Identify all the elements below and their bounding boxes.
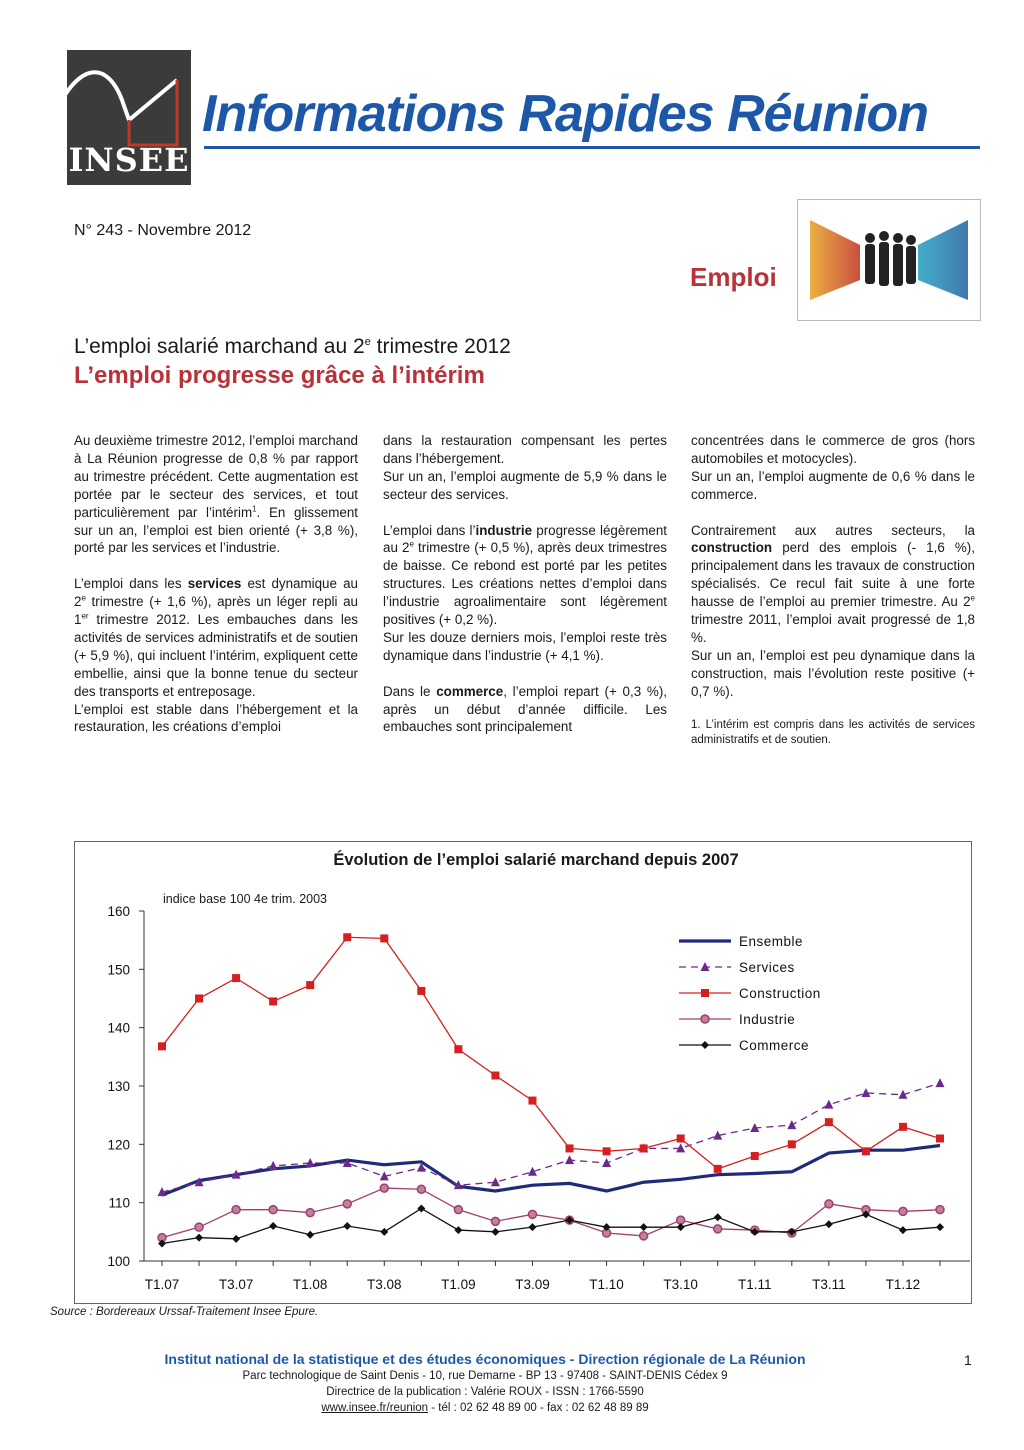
footer-institute: Institut national de la statistique et des études économiques - Direction régionale de La Réunion [164, 1351, 806, 1367]
article-kicker: L’emploi salarié marchand au 2e trimestre 2012 [74, 335, 511, 358]
paragraph: concentrées dans le commerce de gros (hors automobiles et motocycles). [691, 433, 975, 466]
data-point-construction [343, 933, 351, 941]
data-point-services [306, 1158, 315, 1167]
data-point-commerce [454, 1226, 462, 1234]
data-point-commerce [491, 1228, 499, 1236]
data-point-construction [640, 1144, 648, 1152]
data-point-industrie [899, 1207, 907, 1215]
chart-source: Source : Bordereaux Urssaf-Traitement Insee Epure. [50, 1306, 319, 1318]
series-line-commerce [162, 1209, 940, 1244]
paragraph: Sur les douze derniers mois, l’emploi reste très dynamique dans l’industrie (+ 4,1 %). [383, 629, 667, 663]
legend-label: Ensemble [739, 934, 804, 949]
page-number: 1 [964, 1352, 972, 1368]
x-tick-label: T1.08 [292, 1277, 328, 1292]
text-column-1 [74, 432, 358, 736]
y-tick-label: 120 [107, 1137, 130, 1153]
data-point-industrie [232, 1206, 240, 1214]
data-point-commerce [528, 1223, 536, 1231]
data-point-industrie [825, 1200, 833, 1208]
data-point-construction [862, 1147, 870, 1155]
data-point-construction [566, 1144, 574, 1152]
issue-number: N° 243 - Novembre 2012 [74, 222, 252, 239]
data-point-commerce [232, 1235, 240, 1243]
data-point-industrie [528, 1210, 536, 1218]
x-tick-label: T1.11 [737, 1277, 772, 1292]
logo-text: INSEE [68, 141, 190, 179]
paragraph: L’emploi dans les services est dynamique au 2e trimestre (+ 1,6 %), après un léger repli au 1er trimestre 2012. Les embauches dans les activités de services administratifs et de soutien (+ 5,9 %), qui incluent l’intérim, expliquent cette embellie, ainsi que la bonne tenue du secteur des transports et entreposage. [74, 576, 358, 699]
data-point-construction [158, 1042, 166, 1050]
x-tick-label: T3.09 [515, 1277, 550, 1292]
data-point-industrie [714, 1225, 722, 1233]
data-point-industrie [380, 1184, 388, 1192]
data-point-construction [454, 1045, 462, 1053]
series-line-ensemble [162, 1146, 940, 1196]
data-point-commerce [380, 1228, 388, 1236]
data-point-construction [380, 934, 388, 942]
x-tick-label: T3.08 [367, 1277, 402, 1292]
data-point-construction [751, 1152, 759, 1160]
insee-logo [67, 50, 191, 185]
y-tick-label: 140 [107, 1020, 130, 1036]
data-point-services [565, 1155, 574, 1164]
footer-publisher: Directrice de la publication : Valérie ROUX - ISSN : 1766-5590 [326, 1386, 644, 1398]
data-point-industrie [195, 1223, 203, 1231]
data-point-construction [714, 1165, 722, 1173]
people-silhouettes-icon [798, 200, 980, 320]
data-point-industrie [306, 1209, 314, 1217]
chart-y-label: indice base 100 4e trim. 2003 [163, 892, 327, 906]
data-point-commerce [306, 1231, 314, 1239]
data-point-services [787, 1120, 796, 1129]
data-point-construction [677, 1135, 685, 1143]
data-point-construction [269, 997, 277, 1005]
paragraph: dans la restauration compensant les pertes dans l’hébergement. [383, 433, 667, 466]
series-line-construction [162, 937, 940, 1169]
text-column-2 [383, 432, 667, 736]
y-tick-label: 130 [107, 1079, 130, 1094]
data-point-construction [825, 1118, 833, 1126]
paragraph: L’emploi dans l’industrie progresse légèrement au 2e trimestre (+ 0,5 %), après deux trimestres de baisse. Ce rebond est porté par les petites structures. Les créations nettes d’emploi dans l’industrie agroalimentaire sont légèrement positives (+ 0,2 %). [383, 522, 667, 628]
data-point-commerce [417, 1205, 425, 1213]
data-point-services [936, 1078, 945, 1087]
data-point-industrie [269, 1206, 277, 1214]
paragraph: Au deuxième trimestre 2012, l’emploi marchand à La Réunion progresse de 0,8 % par rapport au trimestre précédent. Cette augmentation est portée par le secteur des services, et tout particulièrement par l’intérim$^1$. En glissement sur un an, l’emploi est bien orienté (+ 3,8 %), porté par les services et l’industrie. [74, 433, 358, 556]
footnote: 1. L’intérim est compris dans les activités de services administratifs et de soutien. [691, 719, 975, 747]
data-point-industrie [343, 1200, 351, 1208]
x-tick-label: T1.07 [144, 1277, 180, 1292]
data-point-industrie [677, 1216, 685, 1224]
data-point-construction [417, 987, 425, 995]
data-point-commerce [640, 1223, 648, 1231]
legend-label: Commerce [739, 1038, 810, 1053]
theme-label: Emploi [690, 262, 777, 292]
theme-illustration [797, 199, 981, 321]
x-tick-label: T3.10 [663, 1277, 698, 1292]
data-point-commerce [269, 1222, 277, 1230]
employment-line-chart [74, 841, 998, 1311]
data-point-construction [528, 1097, 536, 1105]
legend-label: Services [739, 960, 795, 975]
data-point-industrie [936, 1206, 944, 1214]
y-tick-label: 160 [107, 904, 130, 919]
y-tick-label: 110 [108, 1195, 130, 1211]
legend-label: Industrie [739, 1012, 796, 1027]
footer-address: Parc technologique de Saint Denis - 10, rue Demarne - BP 13 - 97408 - SAINT-DENIS Cédex 9 [242, 1370, 728, 1382]
paragraph: Contrairement aux autres secteurs, la construction perd des emplois (- 1,6 %), principalement dans les travaux de construction spécialisés. Ce recul fait suite à une forte hausse de l’emploi au premier trimestre. Au 2e trimestre 2011, l’emploi avait progressé de 1,8 %. [691, 522, 975, 645]
data-point-construction [232, 974, 240, 982]
paragraph: Sur un an, l’emploi augmente de 0,6 % dans le commerce. [691, 468, 975, 502]
data-point-industrie [417, 1185, 425, 1193]
data-point-commerce [899, 1226, 907, 1234]
x-tick-label: T1.12 [885, 1277, 921, 1292]
x-tick-label: T3.11 [812, 1277, 846, 1292]
legend-marker [701, 989, 709, 997]
data-point-industrie [640, 1232, 648, 1240]
data-point-construction [306, 981, 314, 989]
paragraph: Dans le commerce, l’emploi repart (+ 0,3 %), après un début d’année difficile. Les embauches sont principalement [383, 683, 667, 735]
x-tick-label: T1.10 [589, 1277, 624, 1292]
data-point-construction [491, 1072, 499, 1080]
footer-contact-line: www.insee.fr/reunion - tél : 02 62 48 89 00 - fax : 02 62 48 89 89 [321, 1402, 649, 1414]
y-tick-label: 100 [107, 1254, 130, 1269]
paragraph: L’emploi est stable dans l’hébergement et la restauration, les créations d’emploi [74, 701, 358, 735]
legend-label: Construction [739, 986, 821, 1001]
series-line-industrie [162, 1188, 940, 1238]
data-point-commerce [195, 1234, 203, 1242]
page-footer [0, 1350, 970, 1416]
chart-title: Évolution de l’emploi salarié marchand depuis 2007 [333, 851, 739, 869]
text-column-3 [691, 432, 975, 748]
paragraph: Sur un an, l’emploi augmente de 5,9 % dans le secteur des services. [383, 468, 667, 502]
legend-marker [701, 1041, 709, 1049]
y-tick-label: 150 [107, 962, 130, 978]
data-point-commerce [343, 1222, 351, 1230]
data-point-construction [195, 995, 203, 1003]
x-tick-label: T1.09 [441, 1277, 476, 1292]
data-point-construction [899, 1123, 907, 1131]
data-point-commerce [714, 1213, 722, 1221]
data-point-construction [936, 1135, 944, 1143]
x-tick-label: T3.07 [218, 1277, 254, 1292]
paragraph: Sur un an, l’emploi est peu dynamique dans la construction, mais l’évolution reste positive (+ 0,7 %). [691, 647, 975, 699]
masthead-rule [204, 146, 980, 149]
data-point-construction [788, 1140, 796, 1148]
data-point-services [491, 1177, 500, 1186]
data-point-industrie [491, 1217, 499, 1225]
logo-mark-icon [67, 50, 191, 150]
data-point-services [824, 1100, 833, 1109]
data-point-construction [603, 1147, 611, 1155]
data-point-commerce [936, 1223, 944, 1231]
series-line-services [162, 1083, 940, 1192]
masthead-title: Informations Rapides Réunion [202, 85, 929, 143]
data-point-services [602, 1158, 611, 1167]
article-headline: L’emploi progresse grâce à l’intérim [74, 362, 485, 389]
data-point-services [269, 1161, 278, 1170]
data-point-commerce [825, 1220, 833, 1228]
data-point-commerce [677, 1223, 685, 1231]
footer-url-link[interactable]: www.insee.fr/reunion [321, 1402, 429, 1414]
data-point-industrie [454, 1206, 462, 1214]
legend-marker [701, 1015, 709, 1023]
